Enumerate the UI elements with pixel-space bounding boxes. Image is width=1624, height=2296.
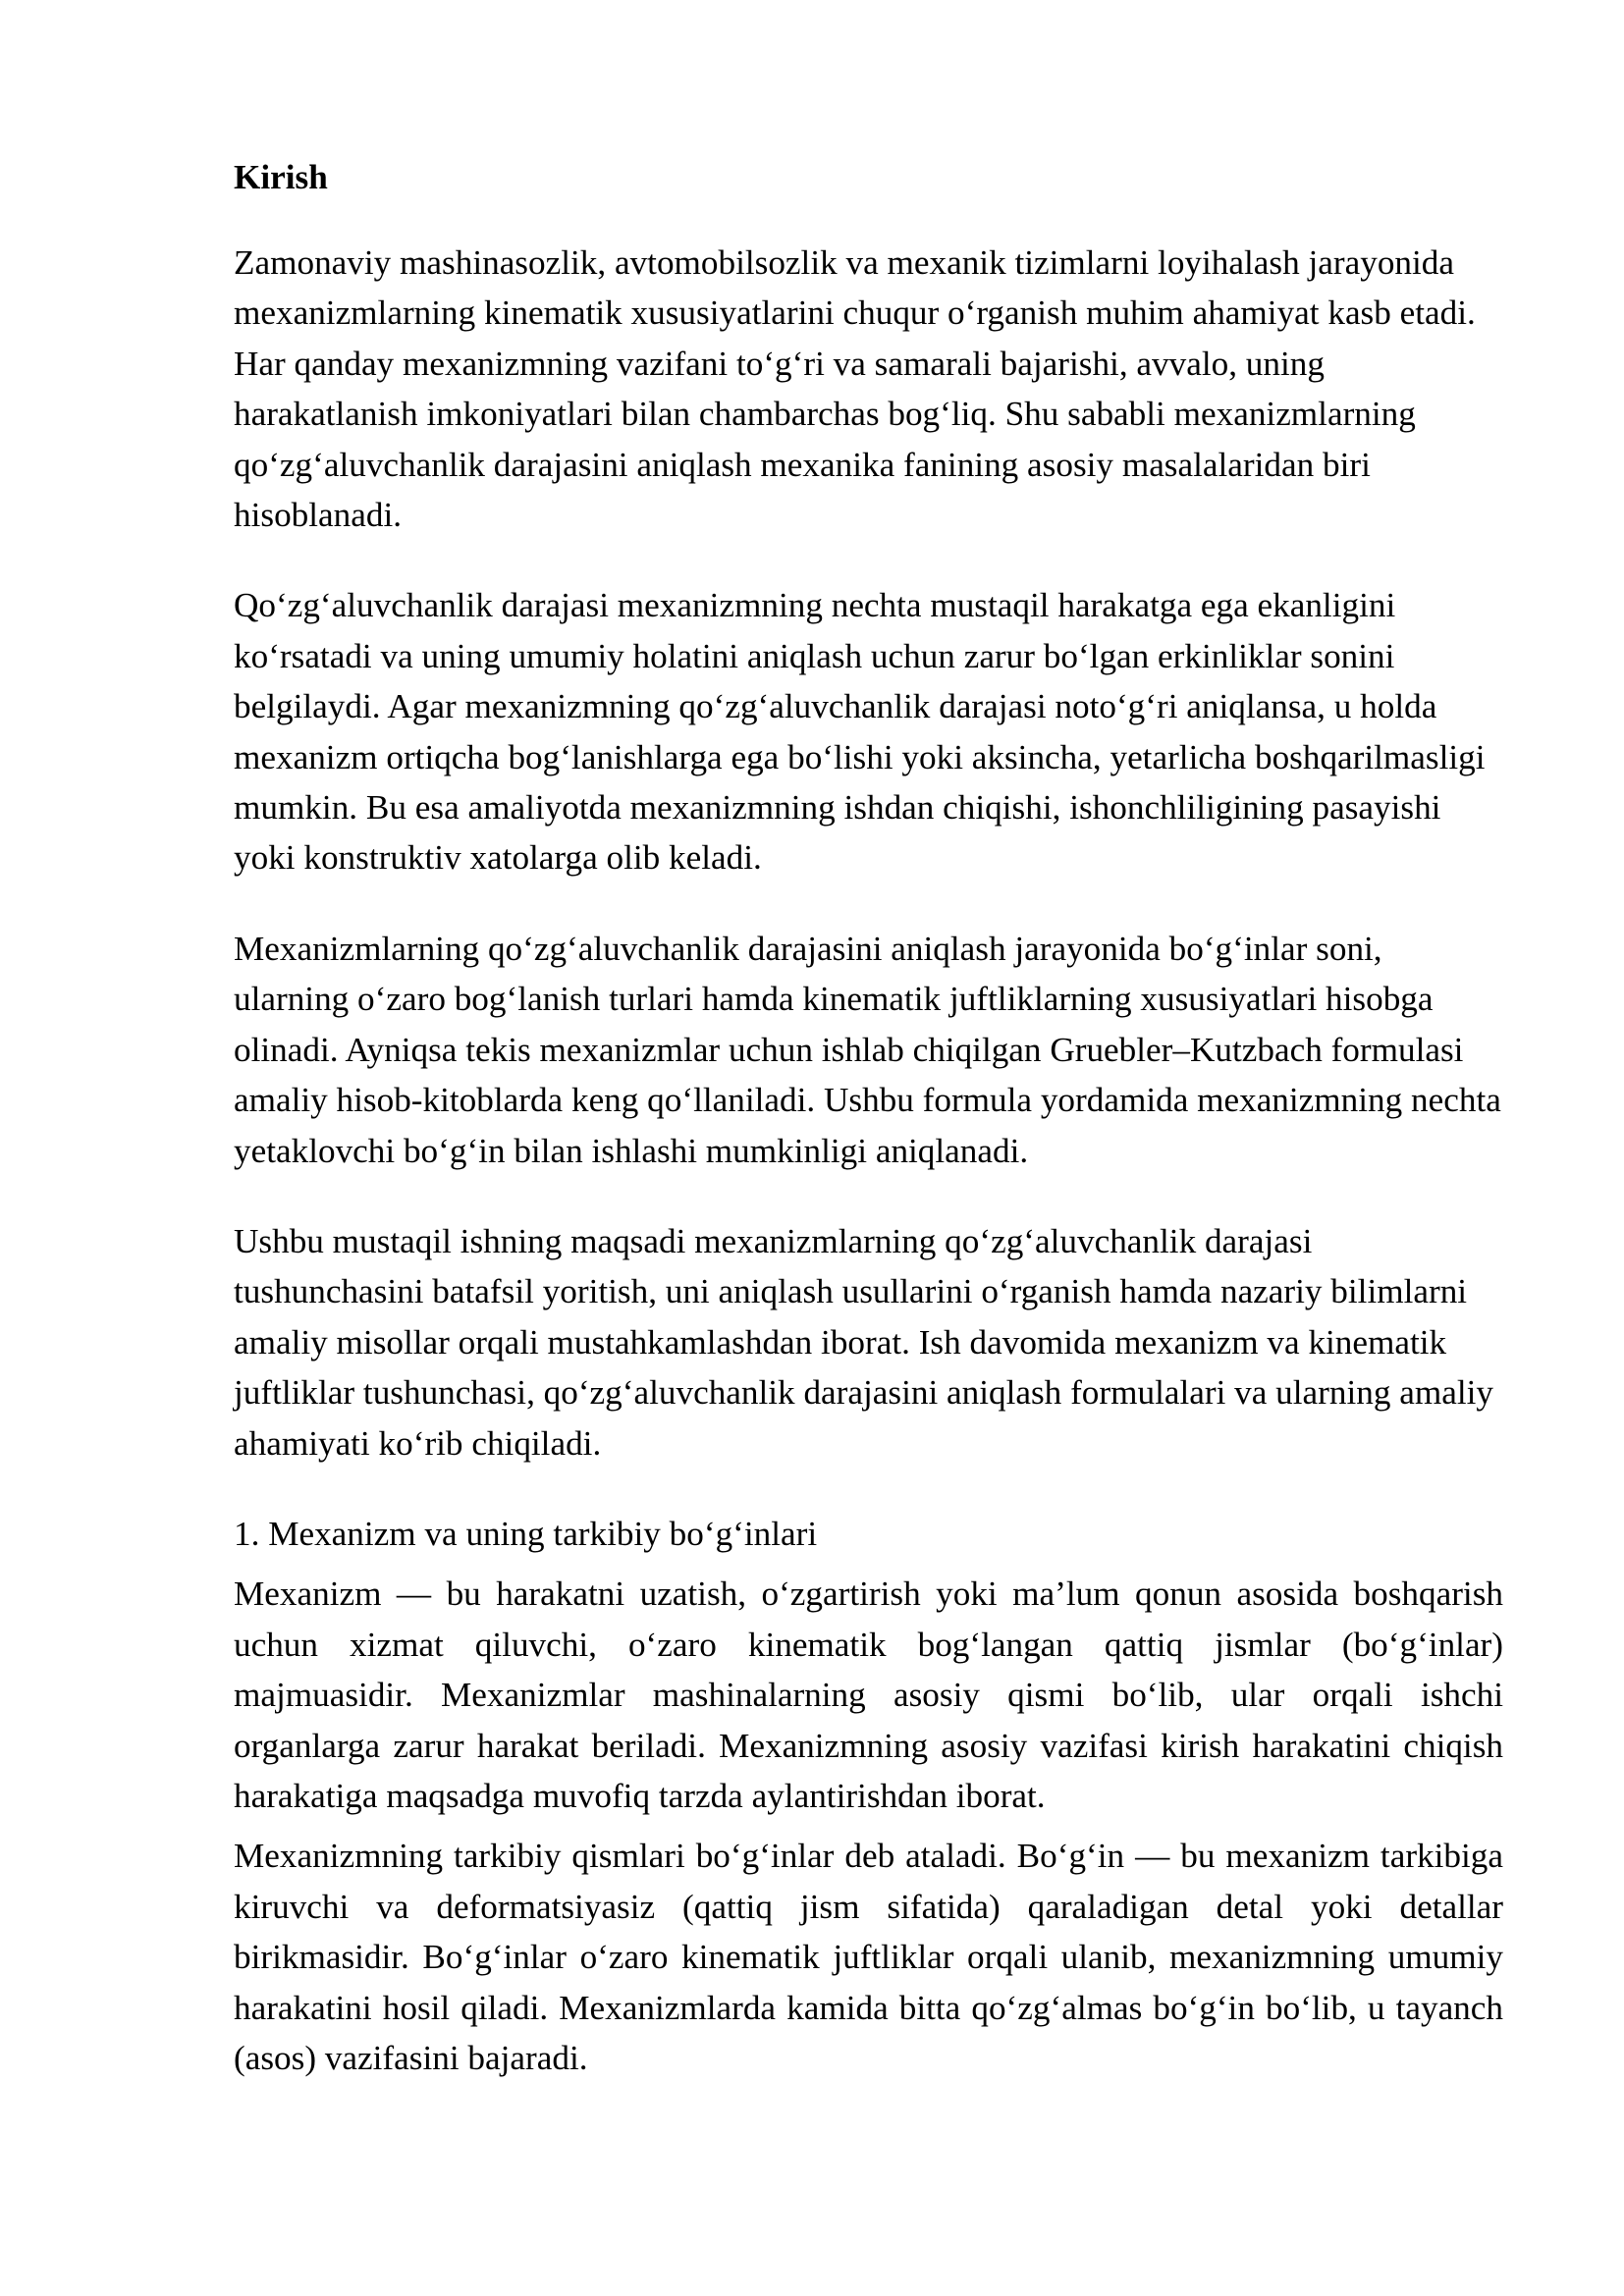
- document-page: [234, 147, 1503, 2093]
- intro-section: [234, 238, 1503, 1468]
- intro-paragraph: Mexanizmlarning qo‘zg‘aluvchanlik darajasini aniqlash jarayonida bo‘g‘inlar soni, ularning o‘zaro bog‘lanish turlari hamda kinematik juftliklarning xususiyatlari hisobga olinadi. Ayniqsa tekis mexanizmlar uchun ishlab chiqilgan Gruebler–Kutzbach formulasi amaliy hisob-kitoblarda keng qo‘llaniladi. Ushbu formula yordamida mexanizmning nechta yetaklovchi bo‘g‘in bilan ishlashi mumkinligi aniqlanadi.: [234, 929, 1501, 1170]
- document-heading: Kirish: [234, 158, 328, 196]
- section-paragraph: Mexanizmning tarkibiy qismlari bo‘g‘inlar deb ataladi. Bo‘g‘in — bu mexanizm tarkibiga kiruvchi va deformatsiyasiz (qattiq jism sifatida) qaraladigan detal yoki detallar birikmasidir. Bo‘g‘inlar o‘zaro kinematik juftliklar orqali ulanib, mexanizmning umumiy harakatini hosil qiladi. Mexanizmlarda kamida bitta qo‘zg‘almas bo‘g‘in bo‘lib, u tayanch (asos) vazifasini bajaradi.: [234, 1837, 1503, 2077]
- section-body: [234, 1569, 1503, 2083]
- section-title: 1. Mexanizm va uning tarkibiy bo‘g‘inlari: [234, 1514, 818, 1553]
- section-paragraph: Mexanizm — bu harakatni uzatish, o‘zgartirish yoki ma’lum qonun asosida boshqarish uchun xizmat qiluvchi, o‘zaro kinematik bog‘langan qattiq jismlar (bo‘g‘inlar) majmuasidir. Mexanizmlar mashinalarning asosiy qismi bo‘lib, ular orqali ishchi organlarga zarur harakat beriladi. Mexanizmning asosiy vazifasi kirish harakatini chiqish harakatiga maqsadga muvofiq tarzda aylantirishdan iborat.: [234, 1575, 1503, 1815]
- intro-paragraph: Ushbu mustaqil ishning maqsadi mexanizmlarning qo‘zg‘aluvchanlik darajasi tushunchasini batafsil yoritish, uni aniqlash usullarini o‘rganish hamda nazariy bilimlarni amaliy misollar orqali mustahkamlashdan iborat. Ish davomida mexanizm va kinematik juftliklar tushunchasi, qo‘zg‘aluvchanlik darajasini aniqlash formulalari va ularning amaliy ahamiyati ko‘rib chiqiladi.: [234, 1221, 1493, 1463]
- intro-paragraph: Qo‘zg‘aluvchanlik darajasi mexanizmning nechta mustaqil harakatga ega ekanligini ko‘rsatadi va uning umumiy holatini aniqlash uchun zarur bo‘lgan erkinliklar sonini belgilaydi. Agar mexanizmning qo‘zg‘aluvchanlik darajasi noto‘g‘ri aniqlansa, u holda mexanizm ortiqcha bog‘lanishlarga ega bo‘lishi yoki aksincha, yetarlicha boshqarilmasligi mumkin. Bu esa amaliyotda mexanizmning ishdan chiqishi, ishonchliligining pasayishi yoki konstruktiv xatolarga olib keladi.: [234, 586, 1486, 878]
- intro-paragraph: Zamonaviy mashinasozlik, avtomobilsozlik va mexanik tizimlarni loyihalash jarayonida mexanizmlarning kinematik xususiyatlarini chuqur o‘rganish muhim ahamiyat kasb etadi. Har qanday mexanizmning vazifani to‘g‘ri va samarali bajarishi, avvalo, uning harakatlanish imkoniyatlari bilan chambarchas bog‘liq. Shu sababli mexanizmlarning qo‘zg‘aluvchanlik darajasini aniqlash mexanika fanining asosiy masalalaridan biri hisoblanadi.: [234, 243, 1476, 535]
